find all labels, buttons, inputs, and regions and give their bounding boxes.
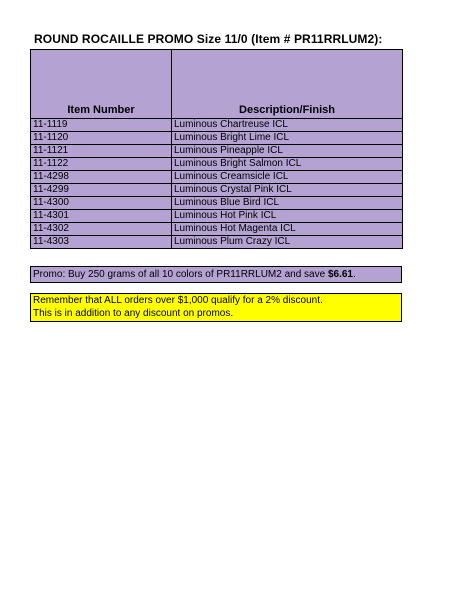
notice-line-1: Remember that ALL orders over $1,000 qualify for a 2% discount. bbox=[33, 295, 323, 306]
header-description: Description/Finish bbox=[172, 50, 403, 119]
description-cell: Luminous Plum Crazy ICL bbox=[172, 236, 403, 249]
item-number-cell: 11-4300 bbox=[31, 197, 172, 210]
table-header-row bbox=[31, 50, 403, 119]
table-row bbox=[31, 184, 403, 197]
table-row bbox=[31, 210, 403, 223]
promo-box bbox=[30, 266, 402, 283]
table-row bbox=[31, 236, 403, 249]
notice-line-2: This is in addition to any discount on promos. bbox=[33, 308, 234, 319]
table-row bbox=[31, 158, 403, 171]
promo-savings-amount: $6.61 bbox=[327, 269, 353, 280]
description-cell: Luminous Pineapple ICL bbox=[172, 145, 403, 158]
description-cell: Luminous Chartreuse ICL bbox=[172, 119, 403, 132]
item-number-cell: 11-4301 bbox=[31, 210, 172, 223]
description-cell: Luminous Hot Magenta ICL bbox=[172, 223, 403, 236]
discount-notice-box bbox=[30, 293, 402, 322]
item-number-cell: 11-1121 bbox=[31, 145, 172, 158]
table-row bbox=[31, 171, 403, 184]
promo-suffix: . bbox=[352, 269, 356, 280]
item-number-cell: 11-4303 bbox=[31, 236, 172, 249]
table-row bbox=[31, 197, 403, 210]
page-title: ROUND ROCAILLE PROMO Size 11/0 (Item # PR11RRLUM2): bbox=[34, 32, 383, 46]
item-number-cell: 11-4298 bbox=[31, 171, 172, 184]
item-number-cell: 11-4302 bbox=[31, 223, 172, 236]
item-number-cell: 11-4299 bbox=[31, 184, 172, 197]
items-table bbox=[30, 49, 403, 249]
item-number-cell: 11-1119 bbox=[31, 119, 172, 132]
description-cell: Luminous Crystal Pink ICL bbox=[172, 184, 403, 197]
description-cell: Luminous Creamsicle ICL bbox=[172, 171, 403, 184]
table-row bbox=[31, 223, 403, 236]
item-number-cell: 11-1122 bbox=[31, 158, 172, 171]
promo-text: Promo: Buy 250 grams of all 10 colors of PR11RRLUM2 and save bbox=[33, 269, 328, 280]
table-row bbox=[31, 145, 403, 158]
description-cell: Luminous Hot Pink ICL bbox=[172, 210, 403, 223]
table-row bbox=[31, 132, 403, 145]
description-cell: Luminous Bright Lime ICL bbox=[172, 132, 403, 145]
description-cell: Luminous Blue Bird ICL bbox=[172, 197, 403, 210]
table-row bbox=[31, 119, 403, 132]
header-item-number: Item Number bbox=[31, 50, 172, 119]
item-number-cell: 11-1120 bbox=[31, 132, 172, 145]
description-cell: Luminous Bright Salmon ICL bbox=[172, 158, 403, 171]
